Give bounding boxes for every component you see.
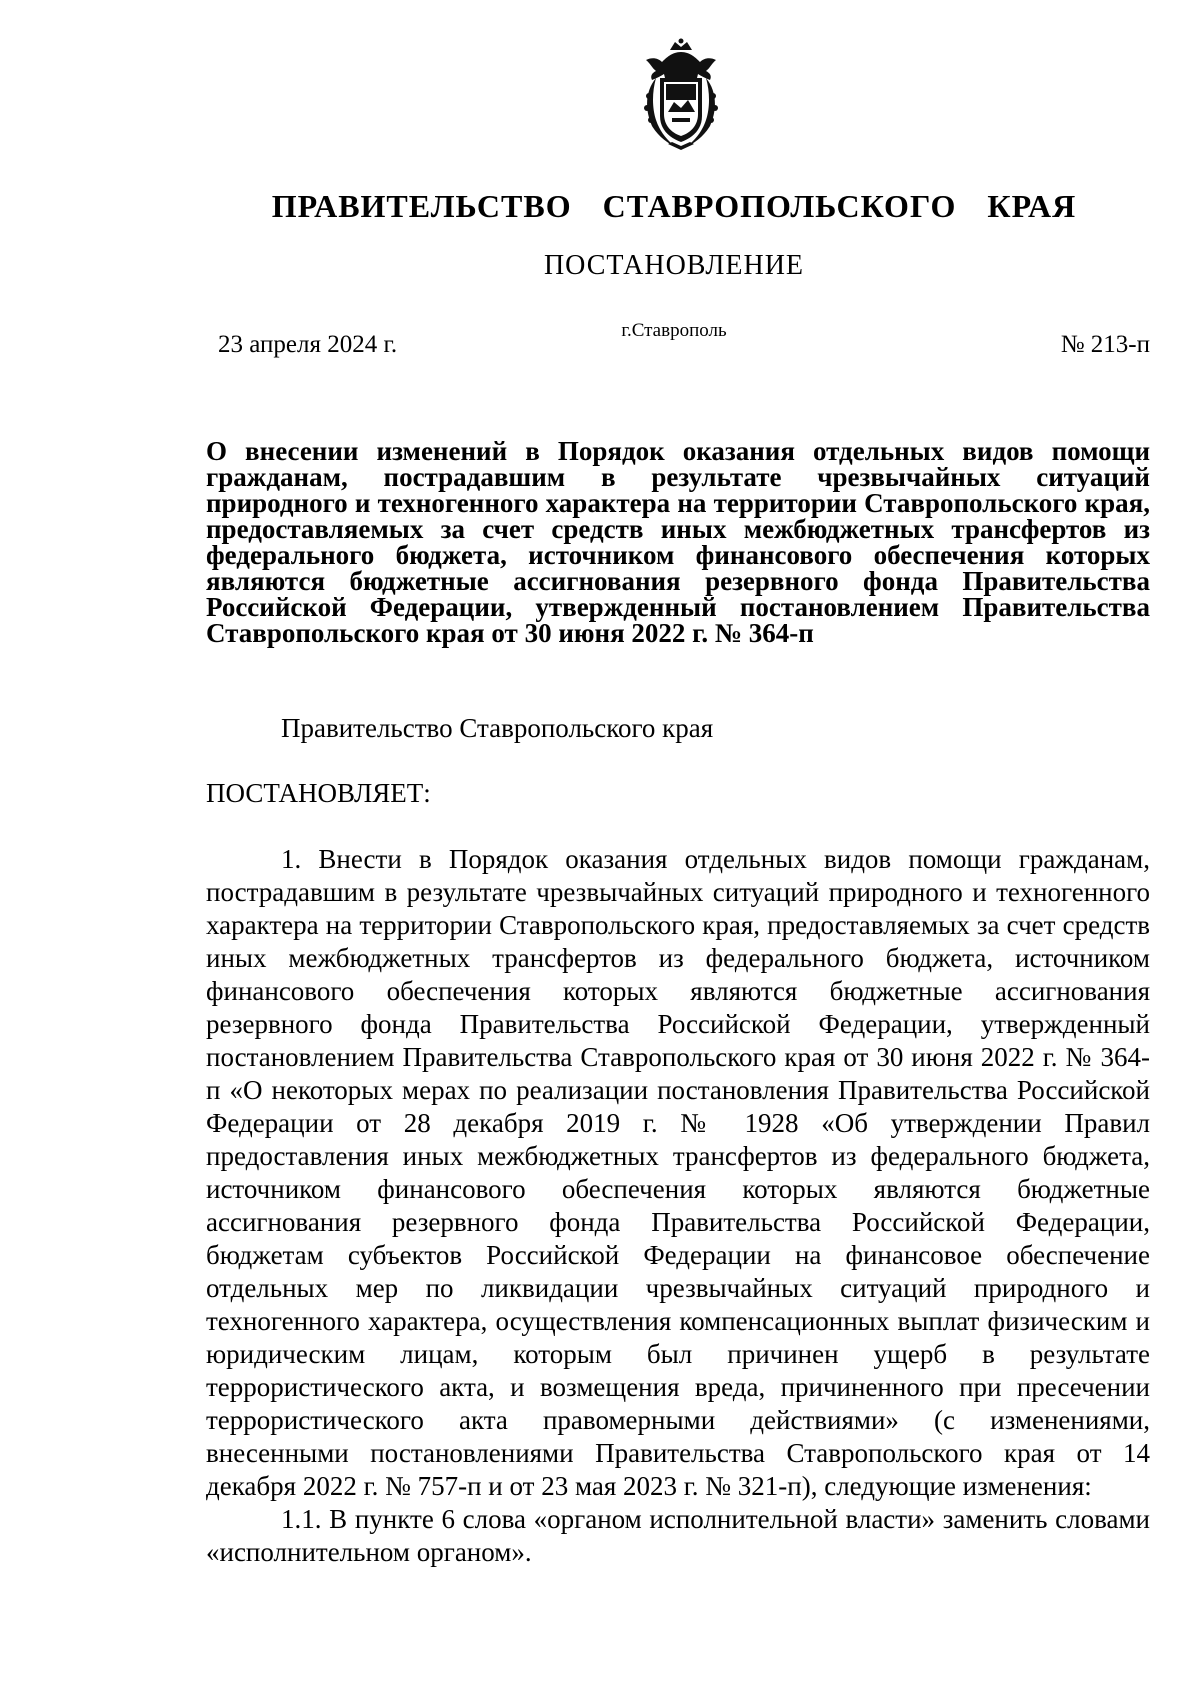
stavropol-krai-coat-of-arms-icon: [632, 38, 730, 152]
government-title: ПРАВИТЕЛЬСТВО СТАВРОПОЛЬСКОГО КРАЯ: [271, 188, 1077, 224]
document-date: 23 апреля 2024 г.: [218, 331, 398, 358]
body-paragraph-1: 1. Внести в Порядок оказания отдельных видов помощи гражданам, пострадавшим в результате чрезвычайных ситуаций природного и техногенного характера на территории Ставропольского края, предоставляемых за счет средств иных межбюджетных трансфертов из федерального бюджета, источником финансового обеспечения которых являются бюджетные ассигнования резервного фонда Правительства Российской Федерации, утвержденный постановлением Правительства Ставропольского края от 30 июня 2022 г. № 364-п «О некоторых мерах по реализации постановления Правительства Российской Федерации от 28 декабря 2019 г. № 1928 «Об утверждении Правил предоставления иных межбюджетных трансфертов из федерального бюджета, источником финансового обеспечения которых являются бюджетные ассигнования резервного фонда Правительства Российской Федерации, бюджетам субъектов Российской Федерации на финансовое обеспечение отдельных мер по ликвидации чрезвычайных ситуаций природного и техногенного характера, осуществления компенсационных выплат физическим и юридическим лицам, которым был причинен ущерб в результате террористического акта, и возмещения вреда, причиненного при пресечении террористического акта правомерными действиями» (с изменениями, внесенными постановлениями Правительства Ставропольского края от 14 декабря 2022 г. № 757-п и от 23 мая 2023 г. № 321-п), следующие изменения:: [206, 844, 1150, 1501]
body-paragraph-1-1: 1.1. В пункте 6 слова «органом исполнительной власти» заменить словами «исполнительном органом».: [206, 1504, 1150, 1567]
resolves-heading: ПОСТАНОВЛЯЕТ:: [206, 778, 431, 808]
document-type: ПОСТАНОВЛЕНИЕ: [543, 250, 805, 281]
document-number: № 213-п: [1060, 331, 1150, 358]
document-subject: О внесении изменений в Порядок оказания отдельных видов помощи гражданам, пострадавшим в результате чрезвычайных ситуаций природного и техногенного характера на территории Ставропольского края, предоставляемых за счет средств иных межбюджетных трансфертов из федерального бюджета, источником финансового обеспечения которых являются бюджетные ассигнования резервного фонда Правительства Российской Федерации, утвержденный постановлением Правительства Ставропольского края от 30 июня 2022 г. № 364-п: [206, 436, 1150, 648]
document-city: г.Ставрополь: [621, 320, 727, 341]
document-body: [206, 843, 1150, 1569]
issuing-authority: Правительство Ставропольского края: [281, 713, 714, 743]
